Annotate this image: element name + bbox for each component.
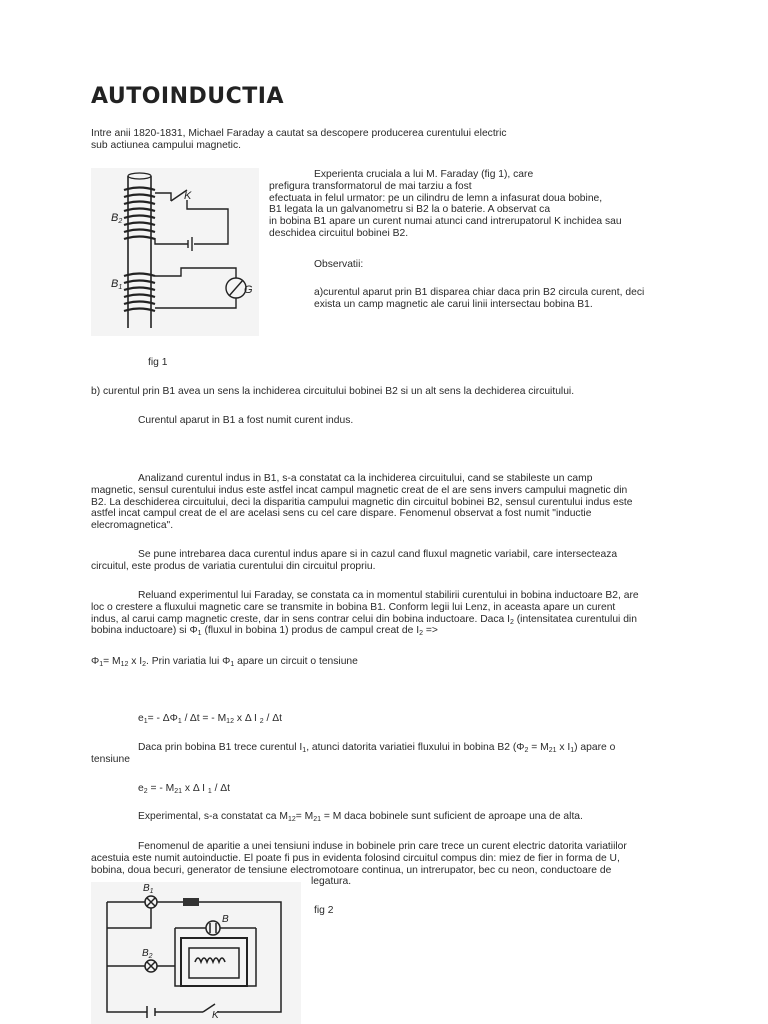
- eq-part: . Prin variatia lui Φ: [146, 656, 231, 667]
- analysis-line: Analizand curentul indus in B1, s-a constatat ca la inchiderea circuitului, cand se stabileste un camp: [138, 473, 593, 484]
- fig1-label-b2-sub: 2: [118, 218, 123, 225]
- analysis-line: B2. La deschiderea circuitului, deci la disparitia campului magnetic din circuitul bobinei B2, sensul curentului indus este: [91, 496, 633, 508]
- reluand-line-part: =>: [423, 625, 438, 637]
- intro-paragraph: [91, 128, 691, 152]
- eq-part: , atunci datorita variatiei fluxului in bobina B2 (Φ: [306, 742, 525, 753]
- eq-part: = M: [295, 811, 314, 822]
- eq-part: apare un circuit o tensiune: [234, 656, 358, 667]
- daca-line: [91, 742, 691, 754]
- observation-a-line: exista un camp magnetic ale carui linii intersectau bobina B1.: [314, 298, 593, 310]
- eq-part: ) apare o: [574, 742, 616, 753]
- fig2-label-k: K: [212, 1010, 219, 1021]
- subscript: 2: [419, 630, 423, 638]
- eq-part: Experimental, s-a constatat ca M: [138, 811, 288, 822]
- reluand-line-text: indus, al carui camp magnetic creste, dar in sens contrar celui din bobina inductoare. Daca I: [91, 613, 510, 625]
- reluand-line-part: bobina inductoare) si Φ: [91, 625, 198, 637]
- question-line: Se pune intrebarea daca curentul indus apare si in cazul cand fluxul magnetic variabil, care intersecteaza: [138, 549, 618, 560]
- eq-sub: 12: [287, 816, 296, 823]
- daca-line: tensiune: [91, 753, 130, 765]
- experiment-line: Experienta cruciala a lui M. Faraday (fig 1), care: [314, 169, 534, 180]
- eq-part: = M daca bobinele sunt suficient de aproape una de alta.: [321, 811, 583, 822]
- question-paragraph: [91, 549, 691, 573]
- eq-sub: 21: [313, 816, 321, 823]
- fenomen-line: bobina, doua becuri, generator de tensiune electromotoare continua, un intrerupator, bec cu neon, conductoare de: [91, 864, 612, 876]
- eq-sub: 21: [548, 747, 557, 754]
- reluand-line-part: (fluxul in bobina 1) produs de campul creat de I: [201, 625, 420, 637]
- fig1-label-k: K: [184, 190, 192, 202]
- reluand-paragraph: [91, 590, 691, 637]
- intro-line: Intre anii 1820-1831, Michael Faraday a cautat sa descopere producerea curentului electric: [91, 128, 507, 139]
- figure-2-image: [91, 882, 301, 1024]
- figure-1-drawing: [91, 168, 259, 336]
- fig2-label-b2-letter: B: [142, 948, 149, 959]
- eq-part: x I: [128, 656, 143, 667]
- daca-paragraph: [91, 742, 691, 766]
- fig1-caption: fig 1: [148, 357, 168, 368]
- figure-1-image: [91, 168, 259, 336]
- eq-part: = M: [528, 742, 549, 753]
- reluand-line-tail: (intensitatea curentului din: [513, 613, 637, 625]
- fig2-label-b1-letter: B: [143, 883, 150, 894]
- eq-sub: 21: [174, 788, 183, 795]
- equation-e1: [138, 713, 282, 725]
- induced-current-sentence: Curentul aparut in B1 a fost numit curent indus.: [138, 415, 354, 426]
- fig1-label-b2: [111, 212, 122, 224]
- observation-b: b) curentul prin B1 avea un sens la inchiderea circuitului bobinei B2 si un alt sens la dechiderea circuitului.: [91, 386, 575, 397]
- eq-sub: 1: [570, 747, 575, 754]
- fig2-label-b1: [143, 883, 154, 894]
- fig1-label-b1: [111, 278, 122, 290]
- fig2-caption: fig 2: [314, 905, 334, 916]
- observation-a: [314, 287, 684, 311]
- observation-a-line: a)curentul aparut prin B1 disparea chiar daca prin B2 circula curent, deci: [314, 287, 645, 298]
- subscript: 2: [509, 618, 514, 626]
- eq-sub: 1: [143, 718, 148, 725]
- fenomen-line: Fenomenul de aparitie a unei tensiuni induse in bobinele prin care trece un curent electric datorita variatiilor: [138, 841, 627, 852]
- reluand-line: loc o crestere a fluxului magnetic care se transmite in bobina B1. Conform legii lui Lenz, in aceasta apare un curent: [91, 601, 616, 613]
- eq-part: Φ: [91, 656, 100, 667]
- eq-part: x Δ I: [182, 783, 208, 794]
- analysis-line: magnetic, sensul curentului indus este astfel incat campul magnetic creat de el are sens invers campului magnetic din: [91, 484, 628, 496]
- eq-part: / Δt = - M: [181, 713, 227, 724]
- figure-2-drawing: [91, 882, 301, 1024]
- fig2-label-b2-sub: 2: [148, 953, 153, 960]
- reluand-line: [91, 614, 691, 626]
- fig1-label-g: G: [244, 284, 253, 296]
- eq-part: / Δt: [263, 713, 282, 724]
- page-title: AUTOINDUCTIA: [91, 84, 285, 109]
- fig1-label-b2-letter: B: [111, 212, 119, 224]
- subscript: 1: [197, 630, 202, 638]
- eq-part: = - M: [147, 783, 175, 794]
- eq-sub: 1: [207, 788, 212, 795]
- question-line: circuitul, este produs de variatia curentului din circuitul propriu.: [91, 560, 376, 572]
- fig1-label-b1-letter: B: [111, 278, 119, 290]
- fig1-label-b1-sub: 1: [118, 284, 123, 291]
- eq-part: / Δt: [211, 783, 231, 794]
- eq-part: x I: [556, 742, 571, 753]
- experiment-line: efectuata in felul urmator: pe un cilindru de lemn a infasurat doua bobine,: [269, 192, 603, 204]
- analysis-line: elecromagnetica".: [91, 520, 174, 532]
- experimental-sentence: [138, 811, 583, 823]
- eq-sub: 2: [142, 661, 147, 668]
- fig2-label-b: B: [222, 914, 229, 925]
- intro-line: sub actiunea campului magnetic.: [91, 139, 241, 151]
- fenomen-line: acestuia este numit autoinductie. El poate fi pus in evidenta folosind circuitul compus din: miez de fier in forma de U,: [91, 852, 620, 864]
- eq-part: Daca prin bobina B1 trece curentul I: [138, 742, 303, 753]
- eq-part: e: [138, 713, 144, 724]
- analysis-line: astfel incat campul creat de el are acelasi sens cu cel care dispare. Fenomenul observat a fost numit "inductie: [91, 508, 592, 520]
- eq-sub: 1: [99, 661, 104, 668]
- observatii-label: Observatii:: [314, 259, 364, 270]
- reluand-line: [91, 625, 691, 637]
- eq-sub: 1: [230, 661, 235, 668]
- eq-sub: 12: [120, 661, 129, 668]
- eq-sub: 12: [226, 718, 234, 725]
- eq-part: = - ΔΦ: [147, 713, 178, 724]
- eq-sub: 2: [259, 718, 264, 725]
- eq-part: e: [138, 783, 144, 794]
- flux-equation: [91, 656, 358, 668]
- eq-sub: 1: [302, 747, 307, 754]
- eq-sub: 2: [524, 747, 529, 754]
- experiment-paragraph: [269, 169, 669, 240]
- fig2-label-b2: [142, 948, 153, 959]
- experiment-line: prefigura transformatorul de mai tarziu a fost: [269, 180, 472, 192]
- reluand-line: Reluand experimentul lui Faraday, se constata ca in momentul stabilirii curentului in bobina inductoare B2, are: [138, 590, 639, 601]
- eq-part: = M: [103, 656, 121, 667]
- experiment-line: B1 legata la un galvanometru si B2 la o baterie. A observat ca: [269, 204, 551, 216]
- eq-sub: 2: [143, 788, 148, 795]
- fenomen-line: legatura.: [311, 876, 352, 888]
- eq-part: x Δ I: [233, 713, 260, 724]
- experiment-line: in bobina B1 apare un curent numai atunci cand intrerupatorul K inchidea sau: [269, 216, 622, 228]
- eq-sub: 1: [177, 718, 182, 725]
- equation-e2: [138, 783, 230, 795]
- fig2-label-b1-sub: 1: [149, 888, 154, 895]
- analysis-paragraph: [91, 473, 691, 532]
- experiment-line: deschidea circuitul bobinei B2.: [269, 227, 409, 239]
